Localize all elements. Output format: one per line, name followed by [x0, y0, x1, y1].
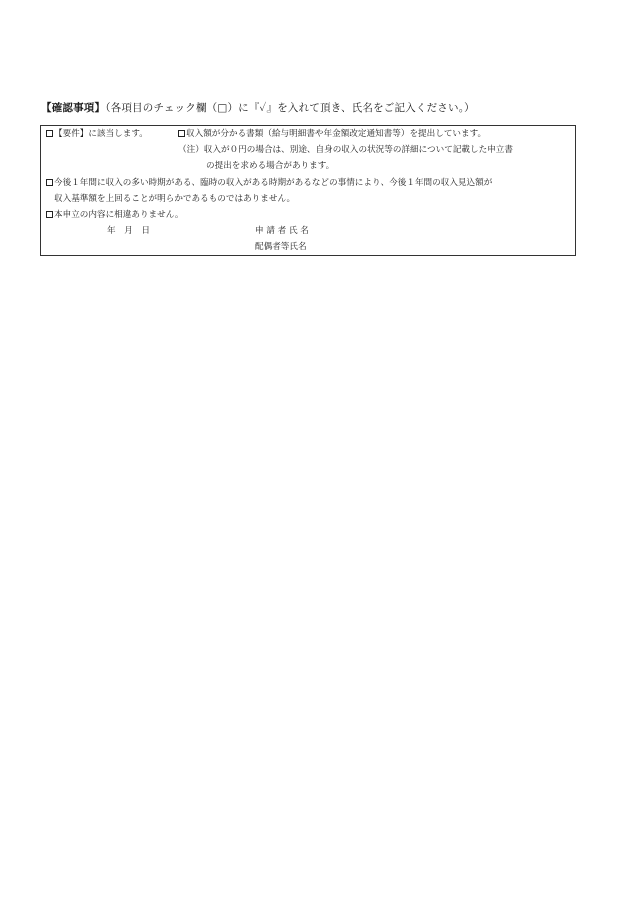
income-documents-row: [178, 127, 486, 142]
confirmation-heading-title: 【確認事項】: [41, 102, 106, 114]
note-line-1: （注）収入が０円の場合は、別途、自身の収入の状況等の詳細について記載した申立書: [178, 145, 513, 155]
income-forecast-row: [46, 176, 492, 191]
requirement-row: [46, 127, 148, 142]
declaration-label: 本申立の内容に相違ありません。: [54, 210, 184, 220]
income-documents-label: 収入額が分かる書類（給与明細書や年金額改定通知書等）を提出しています。: [186, 129, 487, 139]
confirmation-box: [40, 125, 576, 256]
spouse-name-label: 配偶者等氏名: [255, 242, 307, 252]
requirement-checkbox[interactable]: [46, 130, 53, 137]
income-forecast-label-line1: 今後１年間に収入の多い時期がある、臨時の収入がある時期があるなどの事情により、今後１年間の収入見込額が: [54, 178, 493, 188]
confirmation-heading-instruction: （各項目のチェック欄（□）に『✓』を入れて頂き、氏名をご記入ください。）: [105, 102, 475, 114]
declaration-row: [46, 208, 183, 223]
requirement-label: 【要件】に該当します。: [54, 129, 148, 139]
income-forecast-checkbox[interactable]: [46, 179, 53, 186]
declaration-checkbox[interactable]: [46, 211, 53, 218]
confirmation-heading: [41, 100, 475, 115]
income-forecast-label-line2: 収入基準額を上回ることが明らかであるものではありません。: [54, 194, 296, 204]
date-label: 年 月 日: [107, 226, 150, 236]
note-line-2: の提出を求める場合があります。: [206, 161, 335, 171]
applicant-name-label: 申 請 者 氏 名: [255, 226, 309, 236]
income-documents-checkbox[interactable]: [178, 130, 185, 137]
